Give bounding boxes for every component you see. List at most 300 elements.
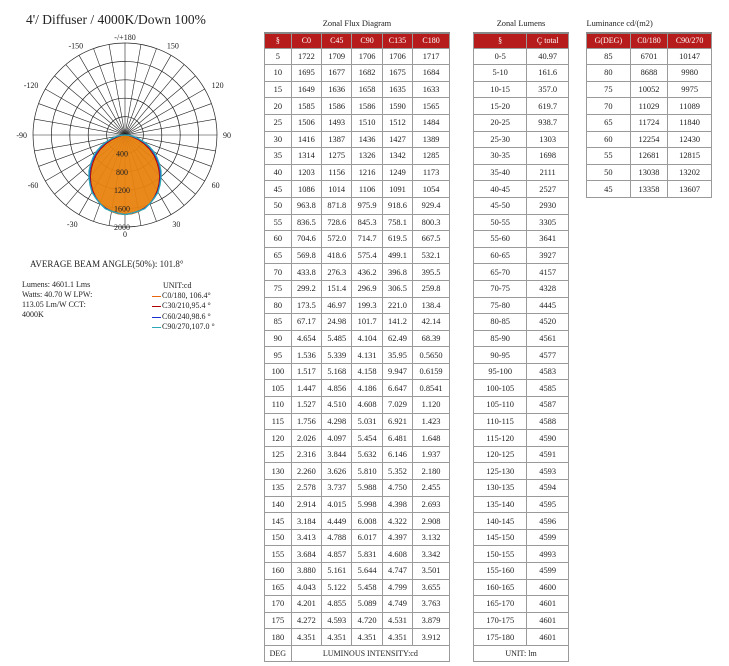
table-cell: 45-50	[474, 197, 527, 214]
table-cell: 1709	[322, 48, 352, 65]
table-cell: 10052	[630, 81, 668, 98]
table-cell: 2.026	[291, 430, 321, 447]
table-cell: 145-150	[474, 529, 527, 546]
table-cell: 150-155	[474, 546, 527, 563]
table-row	[474, 529, 569, 546]
table-row	[474, 98, 569, 115]
table-cell: 4.720	[352, 612, 382, 629]
table-cell: 499.1	[382, 247, 412, 264]
table-cell: 9.947	[382, 363, 412, 380]
table-cell: 175	[265, 612, 292, 629]
table-cell: 1484	[413, 114, 450, 131]
table-cell: 2.260	[291, 463, 321, 480]
table-row	[474, 81, 569, 98]
table-cell: 55	[265, 214, 292, 231]
table-row	[265, 596, 450, 613]
table-row	[265, 314, 450, 331]
table-row	[474, 496, 569, 513]
table-cell: 357.0	[527, 81, 569, 98]
angle-tick-label: -120	[23, 81, 39, 90]
table-cell: 619.5	[382, 231, 412, 248]
table-cell: 5.352	[382, 463, 412, 480]
table-cell: 138.4	[413, 297, 450, 314]
table-cell: 1675	[382, 65, 412, 82]
table-cell: 6.921	[382, 413, 412, 430]
table-footer-cell: LUMINOUS INTENSITY:cd	[291, 645, 449, 661]
angle-tick-label: 0	[123, 230, 127, 239]
table-row	[265, 413, 450, 430]
column-header: §	[474, 33, 527, 49]
angle-tick-label: 30	[172, 220, 181, 230]
angle-tick-label: 90	[223, 131, 231, 140]
table-row	[474, 480, 569, 497]
table-cell: 42.14	[413, 314, 450, 331]
table-row	[265, 397, 450, 414]
table-cell: 1.423	[413, 413, 450, 430]
table-row	[474, 264, 569, 281]
table-cell: 1091	[382, 181, 412, 198]
table-cell: 140-145	[474, 513, 527, 530]
table-row	[474, 247, 569, 264]
cct-text: 4000K	[22, 310, 44, 319]
legend-item: C60/240,98.6 °	[152, 312, 215, 322]
table-cell: 1285	[413, 148, 450, 165]
table-cell: 3641	[527, 231, 569, 248]
table-cell: 1706	[382, 48, 412, 65]
table-cell: 1106	[352, 181, 382, 198]
table-row	[587, 181, 712, 198]
table-cell: 5.458	[352, 579, 382, 596]
table-row	[587, 48, 712, 65]
table-cell: 4596	[527, 513, 569, 530]
table-cell: 306.5	[382, 280, 412, 297]
table-row	[265, 347, 450, 364]
table-cell: 3.844	[322, 446, 352, 463]
table-cell: 1314	[291, 148, 321, 165]
table-row	[265, 463, 450, 480]
table-cell: 62.49	[382, 330, 412, 347]
table-cell: 5-10	[474, 65, 527, 82]
column-header: C180	[413, 33, 450, 49]
table-cell: 1512	[382, 114, 412, 131]
table-cell: 155-160	[474, 563, 527, 580]
table-row	[265, 579, 450, 596]
table-row	[265, 264, 450, 281]
table-cell: 2.578	[291, 480, 321, 497]
table-cell: 115-120	[474, 430, 527, 447]
table-cell: 70-75	[474, 280, 527, 297]
table-cell: 1586	[322, 98, 352, 115]
table-cell: 6.008	[352, 513, 382, 530]
table-row	[265, 380, 450, 397]
table-cell: 25-30	[474, 131, 527, 148]
angle-tick-label: 120	[211, 81, 224, 90]
table-cell: 4.750	[382, 480, 412, 497]
table-cell: 165	[265, 579, 292, 596]
table-cell: 4583	[527, 363, 569, 380]
table-cell: 151.4	[322, 280, 352, 297]
table-cell: 141.2	[382, 314, 412, 331]
table-cell: 1493	[322, 114, 352, 131]
table-cell: 4.097	[322, 430, 352, 447]
table-cell: 173.5	[291, 297, 321, 314]
table-cell: 1389	[413, 131, 450, 148]
table-cell: 68.39	[413, 330, 450, 347]
table-row	[265, 612, 450, 629]
angle-tick-label: -90	[16, 131, 27, 140]
table-cell: 3.184	[291, 513, 321, 530]
table-cell: 125-130	[474, 463, 527, 480]
table-cell: 2527	[527, 181, 569, 198]
column-header: C0	[291, 33, 321, 49]
table-cell: 1698	[527, 148, 569, 165]
table-row	[587, 98, 712, 115]
table-cell: 569.8	[291, 247, 321, 264]
table-cell: 25	[265, 114, 292, 131]
table-cell: 6701	[630, 48, 668, 65]
column-header: C135	[382, 33, 412, 49]
table-cell: 4.201	[291, 596, 321, 613]
table-row	[265, 181, 450, 198]
table-cell: 1436	[352, 131, 382, 148]
table-cell: 4600	[527, 579, 569, 596]
table-cell: 4.799	[382, 579, 412, 596]
table-cell: 35	[265, 148, 292, 165]
table-row	[474, 363, 569, 380]
table-row	[587, 131, 712, 148]
table-cell: 714.7	[352, 231, 382, 248]
table-row	[587, 148, 712, 165]
table-cell: 161.6	[527, 65, 569, 82]
table-cell: 90	[265, 330, 292, 347]
table-cell: 75	[587, 81, 631, 98]
watts-text: Watts: 40.70 W LPW:	[22, 290, 93, 299]
column-header: G(DEG)	[587, 33, 631, 49]
table-cell: 1086	[291, 181, 321, 198]
lumens-text: Lumens: 4601.1 Lms	[22, 280, 91, 289]
table-cell: 5.831	[352, 546, 382, 563]
table-row	[265, 48, 450, 65]
table-cell: 5.810	[352, 463, 382, 480]
table-cell: 5.454	[352, 430, 382, 447]
table-cell: 4993	[527, 546, 569, 563]
table-cell: 45	[265, 181, 292, 198]
table-cell: 963.8	[291, 197, 321, 214]
table-cell: 4.351	[382, 629, 412, 646]
table-cell: 5.161	[322, 563, 352, 580]
table-cell: 433.8	[291, 264, 321, 281]
table-cell: 1658	[352, 81, 382, 98]
lpw-text: 113.05 Lm/W CCT:	[22, 300, 86, 309]
table-cell: 1203	[291, 164, 321, 181]
table-cell: 1.648	[413, 430, 450, 447]
radial-tick-label: 1200	[114, 186, 130, 196]
table-cell: 0-5	[474, 48, 527, 65]
table-row	[265, 430, 450, 447]
table-cell: 110-115	[474, 413, 527, 430]
radial-tick-label: 800	[116, 167, 128, 177]
table-cell: 296.9	[352, 280, 382, 297]
table-cell: 4.856	[322, 380, 352, 397]
column-header: C45	[322, 33, 352, 49]
table-footer-row	[474, 645, 569, 661]
table-cell: 396.8	[382, 264, 412, 281]
table-cell: 90-95	[474, 347, 527, 364]
table-cell: 60-65	[474, 247, 527, 264]
table-cell: 85	[587, 48, 631, 65]
table-cell: 2.180	[413, 463, 450, 480]
table-cell: 60	[265, 231, 292, 248]
table-row	[265, 480, 450, 497]
table-cell: 6.647	[382, 380, 412, 397]
table-cell: 4328	[527, 280, 569, 297]
table-cell: 4577	[527, 347, 569, 364]
page-title: 4'/ Diffuser / 4000K/Down 100%	[26, 12, 206, 27]
table-cell: 4.608	[382, 546, 412, 563]
unit-label: UNIT:cd	[163, 281, 192, 290]
table-cell: 35.95	[382, 347, 412, 364]
table-cell: 180	[265, 629, 292, 646]
table-cell: 3.655	[413, 579, 450, 596]
table-cell: 13038	[630, 164, 668, 181]
table-cell: 4.186	[352, 380, 382, 397]
table-cell: 2.455	[413, 480, 450, 497]
table-row	[474, 563, 569, 580]
table-cell: 40.97	[527, 48, 569, 65]
table-row	[474, 214, 569, 231]
table-cell: 4.272	[291, 612, 321, 629]
table-cell: 572.0	[322, 231, 352, 248]
table-row	[265, 280, 450, 297]
table-cell: 4599	[527, 563, 569, 580]
table-row	[265, 114, 450, 131]
table-cell: 3.912	[413, 629, 450, 646]
table-row	[265, 363, 450, 380]
chart-legend	[152, 291, 215, 333]
table-cell: 4.351	[352, 629, 382, 646]
table-cell: 4.043	[291, 579, 321, 596]
table-cell: 4.398	[382, 496, 412, 513]
column-header: C90	[352, 33, 382, 49]
table-row	[265, 446, 450, 463]
table-cell: 60	[587, 131, 631, 148]
table-cell: 67.17	[291, 314, 321, 331]
table-cell: 80	[265, 297, 292, 314]
table-row	[474, 314, 569, 331]
table-cell: 175-180	[474, 629, 527, 646]
table-cell: 11840	[668, 114, 712, 131]
table-cell: 3.342	[413, 546, 450, 563]
table-cell: 12254	[630, 131, 668, 148]
table-row	[474, 513, 569, 530]
table-cell: 938.7	[527, 114, 569, 131]
table-cell: 170-175	[474, 612, 527, 629]
table-row	[474, 546, 569, 563]
table-cell: 120	[265, 430, 292, 447]
table-cell: 165-170	[474, 596, 527, 613]
table-cell: 50	[587, 164, 631, 181]
table-cell: 35-40	[474, 164, 527, 181]
table-cell: 2.908	[413, 513, 450, 530]
table-cell: 1.536	[291, 347, 321, 364]
table-row	[265, 81, 450, 98]
table-cell: 5.089	[352, 596, 382, 613]
table-cell: 70	[587, 98, 631, 115]
table-cell: 2930	[527, 197, 569, 214]
table-cell: 418.6	[322, 247, 352, 264]
table-cell: 929.4	[413, 197, 450, 214]
table-row	[265, 214, 450, 231]
polar-intensity-chart	[0, 33, 250, 260]
table-cell: 1173	[413, 164, 450, 181]
column-header: C0/180	[630, 33, 668, 49]
table-row	[587, 65, 712, 82]
table-row	[474, 629, 569, 646]
table-cell: 160	[265, 563, 292, 580]
table-cell: 4.855	[322, 596, 352, 613]
table-cell: 3.684	[291, 546, 321, 563]
table-cell: 667.5	[413, 231, 450, 248]
table-footer-row	[265, 645, 450, 661]
table-row	[474, 65, 569, 82]
table-cell: 50-55	[474, 214, 527, 231]
table-cell: 1156	[322, 164, 352, 181]
table-cell: 160-165	[474, 579, 527, 596]
table-row	[265, 197, 450, 214]
table-cell: 10	[265, 65, 292, 82]
table-row	[587, 114, 712, 131]
table-cell: 1.937	[413, 446, 450, 463]
angle-tick-label: 150	[166, 41, 179, 51]
table-cell: 1216	[352, 164, 382, 181]
table-cell: 7.029	[382, 397, 412, 414]
table-cell: 85	[265, 314, 292, 331]
table-cell: 2.316	[291, 446, 321, 463]
table-cell: 1416	[291, 131, 321, 148]
table-cell: 5.644	[352, 563, 382, 580]
table-row	[265, 629, 450, 646]
table-cell: 4601	[527, 629, 569, 646]
table-cell: 4.322	[382, 513, 412, 530]
table-cell: 1635	[382, 81, 412, 98]
table-cell: 100	[265, 363, 292, 380]
table-cell: 845.3	[352, 214, 382, 231]
angle-tick-label: -60	[27, 181, 39, 190]
table-row	[474, 330, 569, 347]
table-row	[265, 231, 450, 248]
table-cell: 0.6159	[413, 363, 450, 380]
table-cell: 6.017	[352, 529, 382, 546]
legend-item: C90/270,107.0 °	[152, 322, 215, 332]
table-cell: 101.7	[352, 314, 382, 331]
legend-item: C30/210,95.4 °	[152, 301, 215, 311]
table-cell: 5.168	[322, 363, 352, 380]
table-cell: 95-100	[474, 363, 527, 380]
table-cell: 1565	[413, 98, 450, 115]
table-cell: 1275	[322, 148, 352, 165]
table-footer-cell: DEG	[265, 645, 292, 661]
table-cell: 3.879	[413, 612, 450, 629]
table-row	[474, 231, 569, 248]
table-cell: 4.158	[352, 363, 382, 380]
table-cell: 100-105	[474, 380, 527, 397]
table-cell: 9975	[668, 81, 712, 98]
table-row	[474, 164, 569, 181]
table-row	[587, 81, 712, 98]
angle-tick-label: -/+180	[114, 33, 136, 42]
table-cell: 5.339	[322, 347, 352, 364]
table-cell: 1684	[413, 65, 450, 82]
radial-tick-label: 1600	[114, 204, 130, 214]
angle-tick-label: 60	[211, 181, 220, 190]
table-cell: 4.531	[382, 612, 412, 629]
table-cell: 150	[265, 529, 292, 546]
table-cell: 9980	[668, 65, 712, 82]
zonal-lumens-table	[473, 16, 569, 662]
table-row	[265, 529, 450, 546]
table-cell: 4.510	[322, 397, 352, 414]
table-cell: 532.1	[413, 247, 450, 264]
table-header-row	[265, 33, 450, 49]
table-row	[474, 413, 569, 430]
table-row	[587, 164, 712, 181]
table-cell: 4601	[527, 612, 569, 629]
table-cell: 918.6	[382, 197, 412, 214]
table-cell: 871.8	[322, 197, 352, 214]
table-cell: 20	[265, 98, 292, 115]
table-cell: 135-140	[474, 496, 527, 513]
table-cell: 55-60	[474, 231, 527, 248]
table-cell: 13358	[630, 181, 668, 198]
table-row	[265, 164, 450, 181]
table-cell: 1649	[291, 81, 321, 98]
zonal-flux-table	[264, 16, 450, 662]
table-row	[474, 280, 569, 297]
table-cell: 4587	[527, 397, 569, 414]
table-row	[474, 197, 569, 214]
table-cell: 619.7	[527, 98, 569, 115]
table-cell: 4.351	[322, 629, 352, 646]
legend-swatch	[152, 306, 161, 307]
table-cell: 12815	[668, 148, 712, 165]
table-row	[265, 65, 450, 82]
table-cell: 4594	[527, 480, 569, 497]
table-cell: 5.485	[322, 330, 352, 347]
table-cell: 55	[587, 148, 631, 165]
table-cell: 1427	[382, 131, 412, 148]
table-cell: 13202	[668, 164, 712, 181]
table-row	[265, 247, 450, 264]
table-cell: 4.747	[382, 563, 412, 580]
table-cell: 30-35	[474, 148, 527, 165]
table-cell: 45	[587, 181, 631, 198]
table-cell: 85-90	[474, 330, 527, 347]
table-cell: 395.5	[413, 264, 450, 281]
table-cell: 75	[265, 280, 292, 297]
table-cell: 11089	[668, 98, 712, 115]
legend-swatch	[152, 296, 161, 297]
table-cell: 5.632	[352, 446, 382, 463]
radial-tick-label: 400	[116, 149, 128, 159]
table-cell: 95	[265, 347, 292, 364]
table-row	[265, 496, 450, 513]
table-cell: 24.98	[322, 314, 352, 331]
table-row	[474, 612, 569, 629]
table-cell: 80	[587, 65, 631, 82]
table-row	[474, 297, 569, 314]
table-cell: 1677	[322, 65, 352, 82]
table-cell: 3.626	[322, 463, 352, 480]
